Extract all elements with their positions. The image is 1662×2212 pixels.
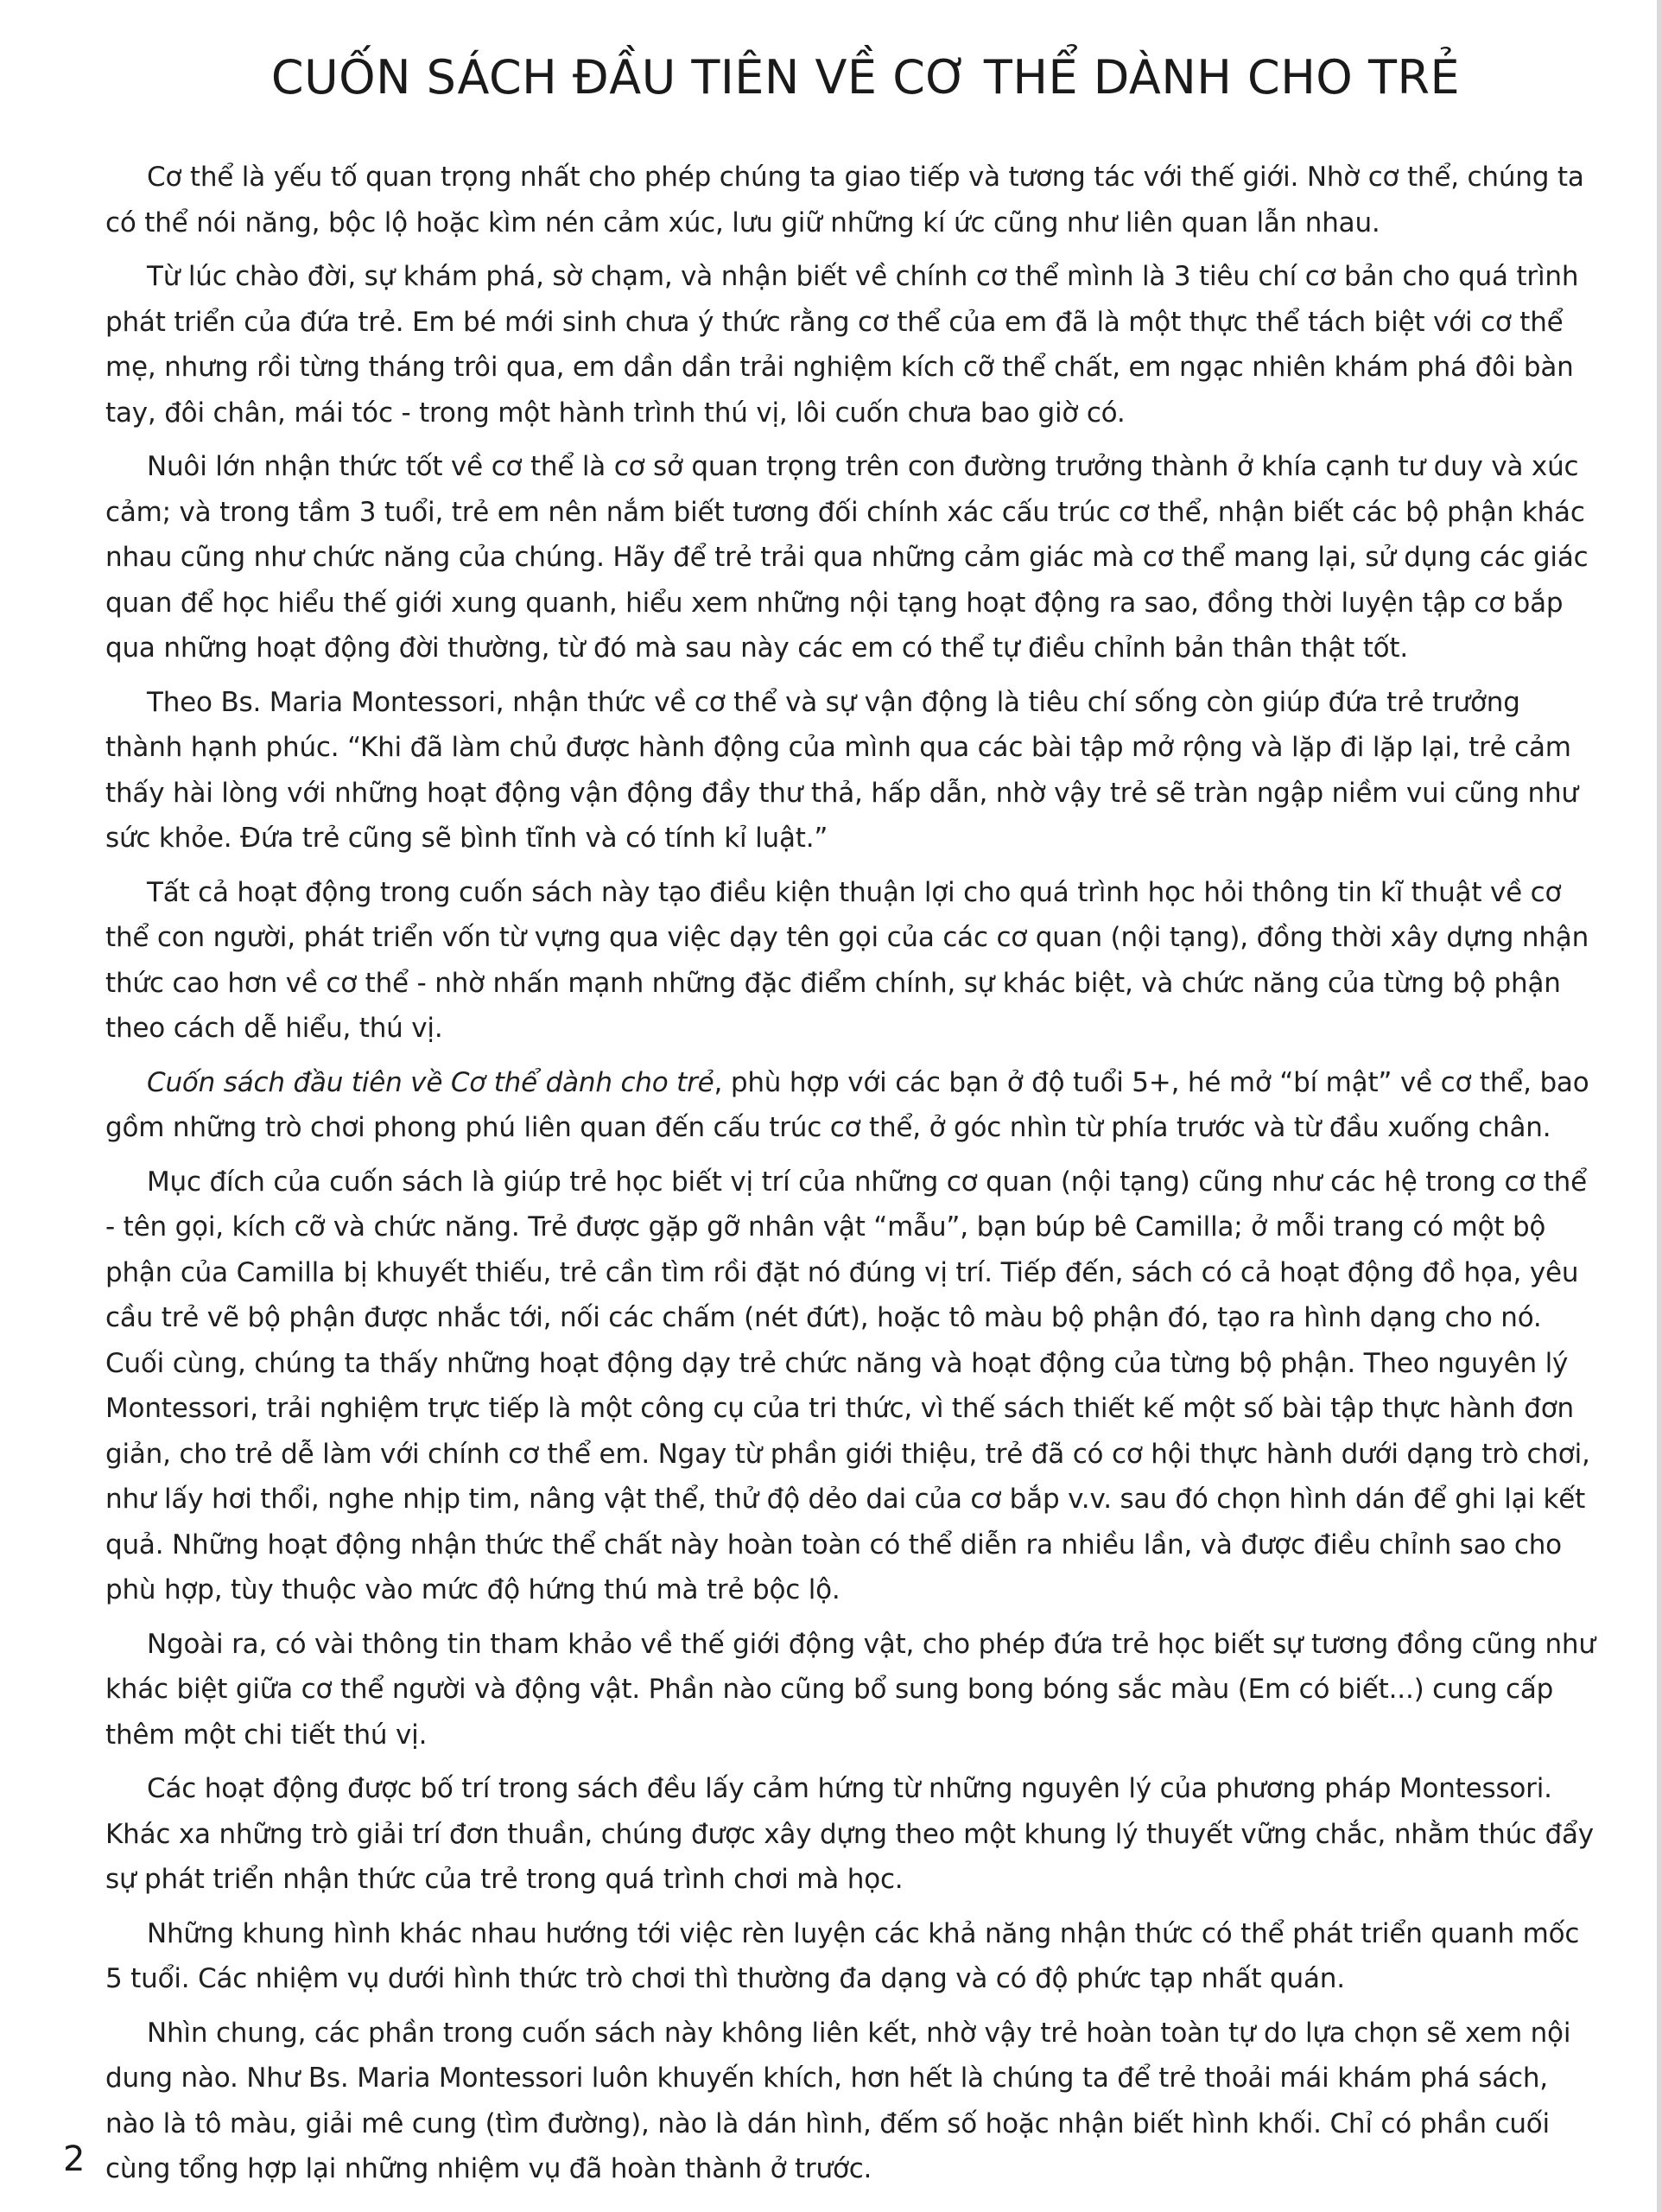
paragraph-5: Tất cả hoạt động trong cuốn sách này tạo điều kiện thuận lợi cho quá trình học hỏi thông tin kĩ thuật về cơ thể con người, phát triển vốn từ vựng qua việc dạy tên gọi của các cơ quan (nội tạng), đồng thời xây dựng nhận thức cao hơn về cơ thể - nhờ nhấn mạnh những đặc điểm chính, sự khác biệt, và chức năng của từng bộ phận theo cách dễ hiểu, thú vị. [105,876,1589,1044]
paragraph-9: Các hoạt động được bố trí trong sách đều lấy cảm hứng từ những nguyên lý của phương pháp Montessori. Khác xa những trò giải trí đơn thuần, chúng được xây dựng theo một khung lý thuyết vững chắc, nhằm thúc đẩy sự phát triển nhận thức của trẻ trong quá trình chơi mà học. [105,1773,1594,1895]
document-page [105,50,1600,2201]
paragraph-8: Ngoài ra, có vài thông tin tham khảo về thế giới động vật, cho phép đứa trẻ học biết sự tương đồng cũng như khác biệt giữa cơ thể người và động vật. Phần nào cũng bổ sung bong bóng sắc màu (Em có biết...) cung cấp thêm một chi tiết thú vị. [105,1628,1595,1751]
paragraph-4: Theo Bs. Maria Montessori, nhận thức về cơ thể và sự vận động là tiêu chí sống còn giúp đứa trẻ trưởng thành hạnh phúc. “Khi đã làm chủ được hành động của mình qua các bài tập mở rộng và lặp đi lặp lại, trẻ cảm thấy hài lòng với những hoạt động vận động đầy thư thả, hấp dẫn, nhờ vậy trẻ sẽ tràn ngập niềm vui cũng như sức khỏe. Đứa trẻ cũng sẽ bình tĩnh và có tính kỉ luật.” [105,686,1578,854]
paragraph-3: Nuôi lớn nhận thức tốt về cơ thể là cơ sở quan trọng trên con đường trưởng thành ở khía cạnh tư duy và xúc cảm; và trong tầm 3 tuổi, trẻ em nên nắm biết tương đối chính xác cấu trúc cơ thể, nhận biết các bộ phận khác nhau cũng như chức năng của chúng. Hãy để trẻ trải qua những cảm giác mà cơ thể mang lại, sử dụng các giác quan để học hiểu thế giới xung quanh, hiểu xem những nội tạng hoạt động ra sao, đồng thời luyện tập cơ bắp qua những hoạt động đời thường, từ đó mà sau này các em có thể tự điều chỉnh bản thân thật tốt. [105,451,1589,664]
paragraph-2: Từ lúc chào đời, sự khám phá, sờ chạm, và nhận biết về chính cơ thể mình là 3 tiêu chí cơ bản cho quá trình phát triển của đứa trẻ. Em bé mới sinh chưa ý thức rằng cơ thể của em đã là một thực thể tách biệt với cơ thể mẹ, nhưng rồi từng tháng trôi qua, em dần dần trải nghiệm kích cỡ thể chất, em ngạc nhiên khám phá đôi bàn tay, đôi chân, mái tóc - trong một hành trình thú vị, lôi cuốn chưa bao giờ có. [105,261,1579,429]
page-number: 2 [63,2139,86,2179]
paragraph-1: Cơ thể là yếu tố quan trọng nhất cho phép chúng ta giao tiếp và tương tác với thế giới. Nhờ cơ thể, chúng ta có thể nói năng, bộc lộ hoặc kìm nén cảm xúc, lưu giữ những kí ức cũng như liên quan lẫn nhau. [105,162,1584,238]
paragraph-6-rest: , phù hợp với các bạn ở độ tuổi 5+, hé mở “bí mật” về cơ thể, bao gồm những trò chơi phong phú liên quan đến cấu trúc cơ thể, ở góc nhìn từ phía trước và từ đầu xuống chân. [105,1066,1589,1143]
paragraph-11: Nhìn chung, các phần trong cuốn sách này không liên kết, nhờ vậy trẻ hoàn toàn tự do lựa chọn sẽ xem nội dung nào. Như Bs. Maria Montessori luôn khuyến khích, hơn hết là chúng ta để trẻ thoải mái khám phá sách, nào là tô màu, giải mê cung (tìm đường), nào là dán hình, đếm số hoặc nhận biết hình khối. Chỉ có phần cuối cùng tổng hợp lại những nhiệm vụ đã hoàn thành ở trước. [105,2017,1571,2184]
book-title-italic: Cuốn sách đầu tiên về Cơ thể dành cho trẻ [147,1066,714,1098]
paragraph-7: Mục đích của cuốn sách là giúp trẻ học biết vị trí của những cơ quan (nội tạng) cũng như các hệ trong cơ thể - tên gọi, kích cỡ và chức năng. Trẻ được gặp gỡ nhân vật “mẫu”, bạn búp bê Camilla; ở mỗi trang có một bộ phận của Camilla bị khuyết thiếu, trẻ cần tìm rồi đặt nó đúng vị trí. Tiếp đến, sách có cả hoạt động đồ họa, yêu cầu trẻ vẽ bộ phận được nhắc tới, nối các chấm (nét đứt), hoặc tô màu bộ phận đó, tạo ra hình dạng cho nó. Cuối cùng, chúng ta thấy những hoạt động dạy trẻ chức năng và hoạt động của từng bộ phận. Theo nguyên lý Montessori, trải nghiệm trực tiếp là một công cụ của tri thức, vì thế sách thiết kế một số bài tập thực hành đơn giản, cho trẻ dễ làm với chính cơ thể em. Ngay từ phần giới thiệu, trẻ đã có cơ hội thực hành dưới dạng trò chơi, như lấy hơi thổi, nghe nhịp tim, nâng vật thể, thử độ dẻo dai của cơ bắp v.v. sau đó chọn hình dán để ghi lại kết quả. Những hoạt động nhận thức thể chất này hoàn toàn có thể diễn ra nhiều lần, và được điều chỉnh sao cho phù hợp, tùy thuộc vào mức độ hứng thú mà trẻ bộc lộ. [105,1166,1590,1605]
paragraph-10: Những khung hình khác nhau hướng tới việc rèn luyện các khả năng nhận thức có thể phát triển quanh mốc 5 tuổi. Các nhiệm vụ dưới hình thức trò chơi thì thường đa dạng và có độ phức tạp nhất quán. [105,1917,1580,1994]
page-edge-shadow [1657,0,1662,2212]
paragraph-6 [105,1060,1600,1151]
page-title: CUỐN SÁCH ĐẦU TIÊN VỀ CƠ THỂ DÀNH CHO TRẺ [270,50,1461,105]
